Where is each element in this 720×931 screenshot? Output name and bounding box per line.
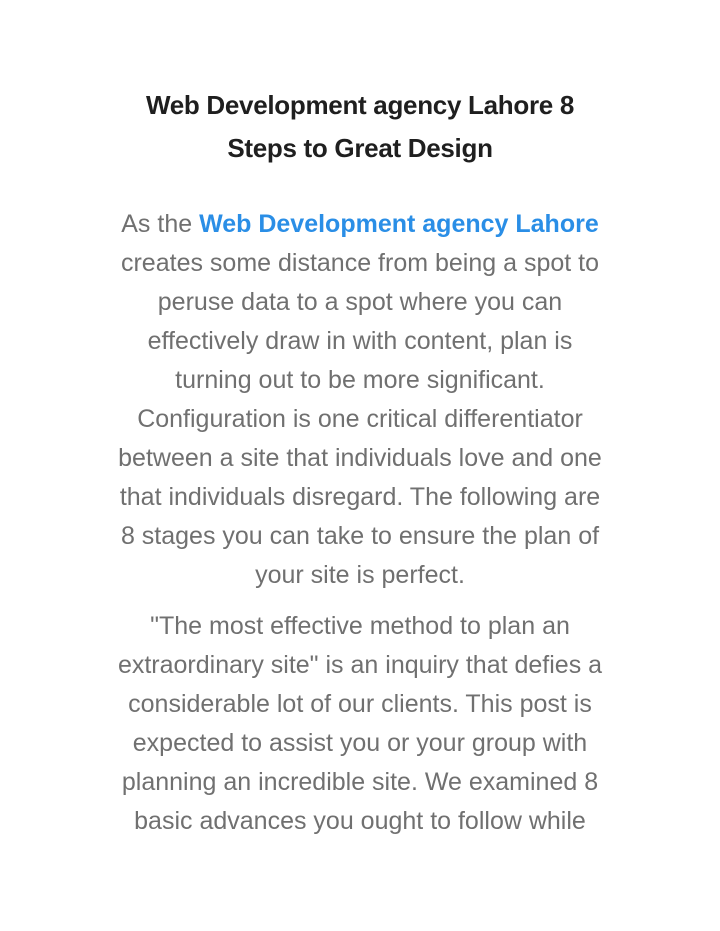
paragraph-line: Configuration is one critical differentiator [137,405,583,433]
intro-first-line [70,205,650,244]
paragraph-line: "The most effective method to plan an [150,612,570,640]
paragraph-line: turning out to be more significant. [175,366,545,394]
title-line-2: Steps to Great Design [227,133,493,163]
paragraph-line: considerable lot of our clients. This post is [128,690,592,718]
intro-lead-text: As the [121,210,200,238]
paragraph-line: creates some distance from being a spot to [120,249,600,277]
paragraph-line: planning an incredible site. We examined 8 [121,768,599,796]
web-development-agency-link[interactable]: Web Development agency Lahore [199,210,599,238]
second-paragraph [70,607,650,841]
paragraph-line: peruse data to a spot where you can [157,288,563,316]
title-line-1: Web Development agency Lahore 8 [145,90,575,120]
paragraph-line: between a site that individuals love and one [118,444,602,472]
paragraph-line: 8 stages you can take to ensure the plan of [120,522,600,550]
paragraph-line: that individuals disregard. The following are [119,483,601,511]
paragraph-line: your site is perfect. [255,561,465,589]
intro-paragraph [70,205,650,595]
paragraph-line: effectively draw in with content, plan is [147,327,573,355]
paragraph-line: extraordinary site" is an inquiry that defies a [117,651,603,679]
paragraph-line: expected to assist you or your group with [132,729,588,757]
page-title [80,84,640,170]
paragraph-line: basic advances you ought to follow while [134,807,586,835]
